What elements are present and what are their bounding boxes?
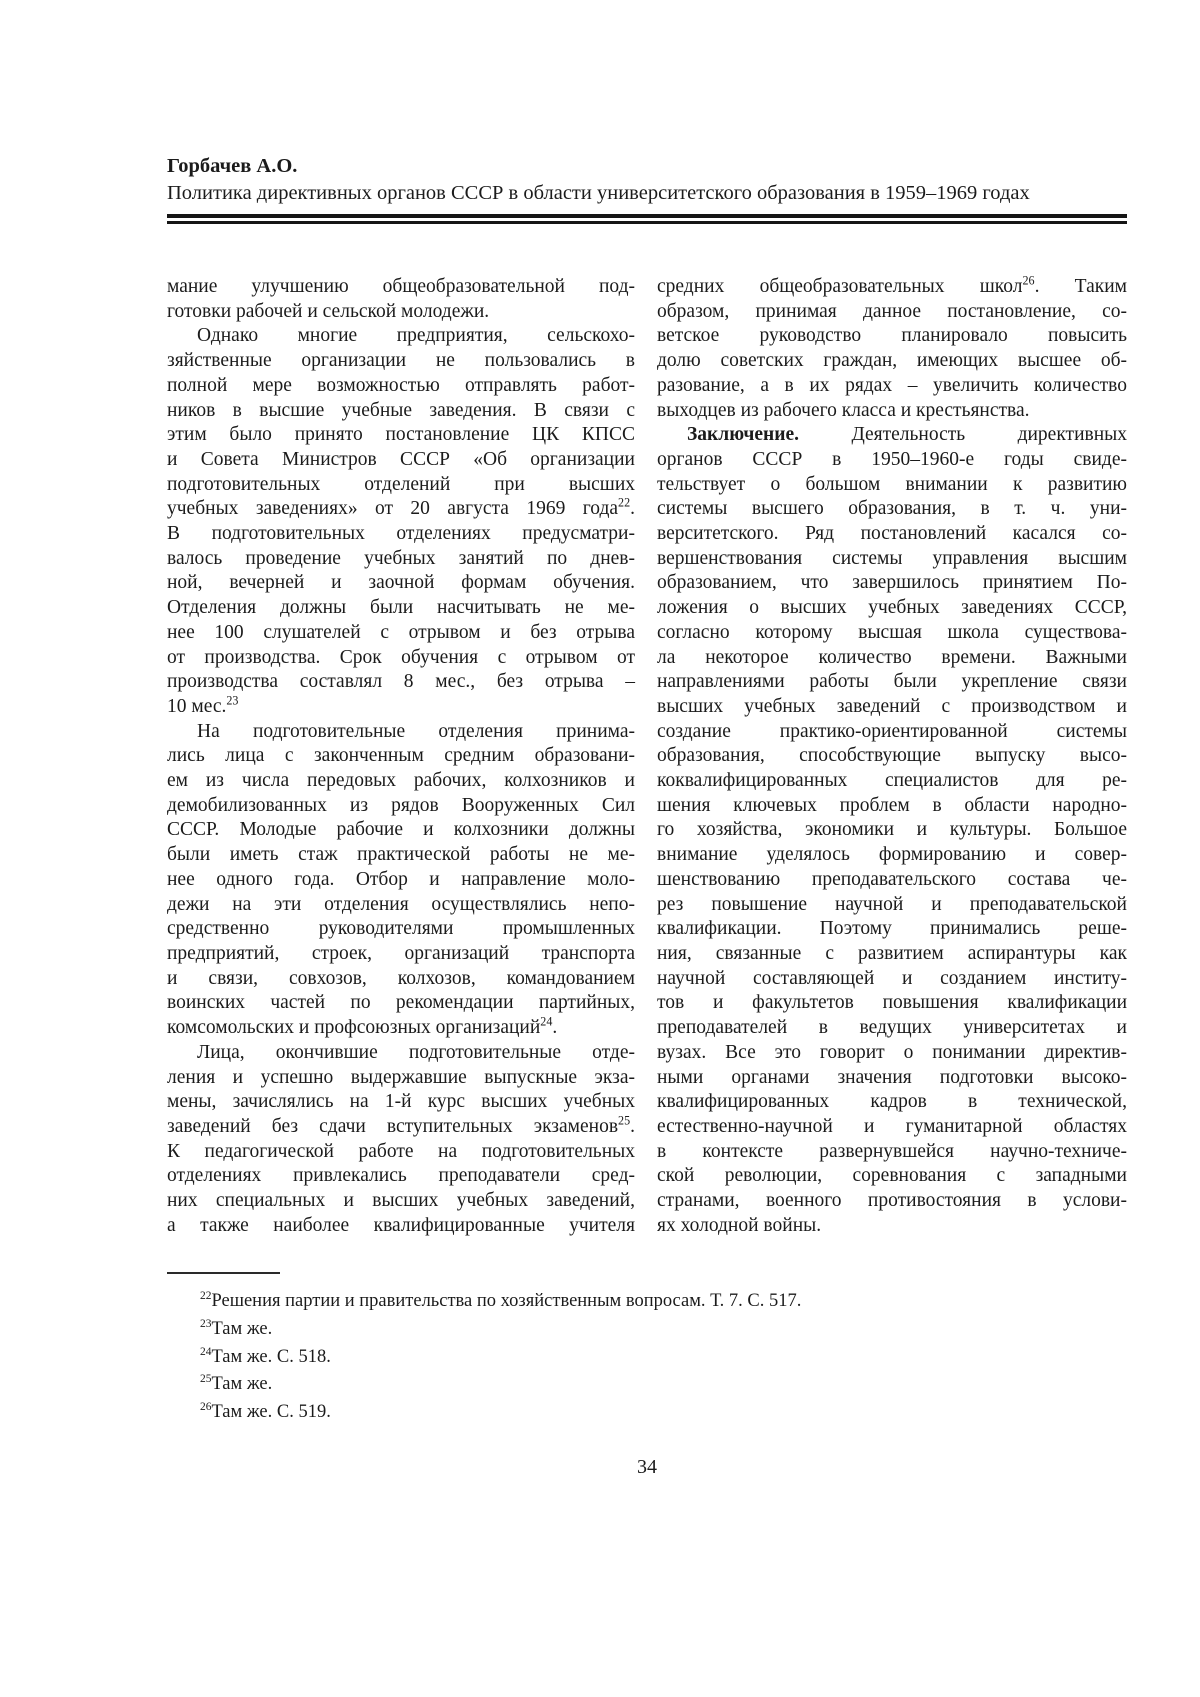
footnote: $^{26}$Там же. С. 519. <box>200 1401 331 1423</box>
text-line: образованием, что завершилось принятием По- <box>657 572 1127 594</box>
text-line: странами, военного противостояния в услови- <box>657 1190 1127 1212</box>
text-line: верситетского. Ряд постановлений касался со- <box>657 523 1127 545</box>
article-title: Политика директивных органов СССР в области университетского образования в 1959–1969 годах <box>167 182 1030 204</box>
text-line: комсомольских и профсоюзных организаций$^{24}$. <box>167 1014 558 1039</box>
text-line: шенствованию преподавательского состава че- <box>657 868 1127 890</box>
footnote: $^{25}$Там же. <box>200 1373 273 1395</box>
text-line: мание улучшению общеобразовательной под- <box>167 276 635 297</box>
text-line: отделениях привлекались преподаватели сред- <box>167 1165 635 1187</box>
text-line: ной, вечерней и заочной формам обучения. <box>167 572 635 594</box>
text-line: преподавателей в ведущих университетах и <box>657 1017 1127 1039</box>
text-line: ными органами значения подготовки высоко- <box>657 1066 1127 1088</box>
text-line: подготовительных отделений при высших <box>167 473 635 495</box>
page-number: 34 <box>637 1456 657 1478</box>
text-line: вузах. Все это говорит о понимании директив- <box>657 1041 1127 1063</box>
text-line: Однако многие предприятия, сельскохо- <box>197 325 635 347</box>
text-line: шения ключевых проблем в области народно- <box>657 794 1127 816</box>
footnote-marker: 26 <box>200 1401 212 1414</box>
text-line: предприятий, строек, организаций транспорта <box>167 942 635 964</box>
text-line: научной составляющей и созданием институ- <box>657 967 1127 989</box>
text-line: ления и успешно выдержавшие выпускные экза- <box>167 1066 635 1088</box>
text-line: лись лица с законченным средним образовани- <box>167 745 635 767</box>
text-line: мены, зачислялись на 1-й курс высших учебных <box>167 1091 635 1113</box>
footnote: $^{24}$Там же. С. 518. <box>200 1345 331 1367</box>
text-line: системы высшего образования, в т. ч. уни- <box>657 498 1127 520</box>
text-line: К педагогической работе на подготовительных <box>167 1140 635 1162</box>
footnote-marker: 24 <box>200 1345 212 1358</box>
text-line: ников в высшие учебные заведения. В связи с <box>167 399 635 421</box>
text-line: готовки рабочей и сельской молодежи. <box>167 300 490 322</box>
text-line: ложения о высших учебных заведениях СССР, <box>657 597 1127 619</box>
text-line: валось проведение учебных занятий по днев- <box>167 547 635 569</box>
text-line: них специальных и высших учебных заведений, <box>167 1190 635 1212</box>
text-line: ветское руководство планировало повысить <box>657 325 1127 347</box>
article-header <box>167 153 1127 224</box>
text-line: ях холодной войны. <box>657 1214 822 1236</box>
text-line: а также наиболее квалифицированные учителя <box>167 1214 635 1236</box>
text-line: органов СССР в 1950–1960-е годы свиде- <box>657 448 1127 470</box>
text-line: этим было принято постановление ЦК КПСС <box>167 424 635 446</box>
text-line: зяйственные организации не пользовались в <box>167 350 635 372</box>
text-line: разование, а в их рядах – увеличить количество <box>657 374 1127 396</box>
header-rule <box>167 214 1127 224</box>
article-author: Горбачев А.О. <box>167 155 298 177</box>
text-line: заведений без сдачи вступительных экзаменов$^{25}$. <box>167 1113 635 1137</box>
text-line: демобилизованных из рядов Вооруженных Сил <box>167 794 635 816</box>
footnote-marker: 25 <box>200 1373 212 1386</box>
text-line: коквалифицированных специалистов для ре- <box>657 770 1127 792</box>
text-line: производства составлял 8 мес., без отрыва – <box>167 671 635 693</box>
text-line: квалифицированных кадров в технической, <box>657 1091 1127 1113</box>
text-line: вершенствования системы управления высшим <box>657 547 1127 569</box>
text-line: средних общеобразовательных школ$^{26}$. Таким <box>657 273 1127 297</box>
text-line: полной мере возможностью отправлять работ- <box>167 374 635 396</box>
text-line: 10 мес.$^{23}$ <box>167 693 239 717</box>
text-line: нее одного года. Отбор и направление моло- <box>167 868 635 890</box>
text-line: ской революции, соревнования с западными <box>657 1165 1127 1187</box>
text-line: в контексте развернувшейся научно-техниче- <box>657 1140 1127 1162</box>
text-line: Отделения должны были насчитывать не ме- <box>167 597 635 619</box>
text-line: и Совета Министров СССР «Об организации <box>167 448 635 470</box>
text-line: СССР. Молодые рабочие и колхозники должны <box>167 819 635 841</box>
text-line: направлениями работы были укрепление связи <box>657 671 1127 693</box>
text-line: средственно руководителями промышленных <box>167 918 635 940</box>
text-line: рез повышение научной и преподавательской <box>657 893 1127 915</box>
footnotes <box>167 1288 1127 1427</box>
text-line: создание практико-ориентированной системы <box>657 720 1127 742</box>
footnote-marker: 23 <box>200 1317 212 1330</box>
text-line: В подготовительных отделениях предусматри- <box>167 523 635 545</box>
column-right <box>657 275 1127 1238</box>
text-line: высших учебных заведений с производством и <box>657 695 1127 717</box>
text-line: были иметь стаж практической работы не ме- <box>167 844 635 866</box>
footnote: $^{22}$Решения партии и правительства по хозяйственным вопросам. Т. 7. С. 517. <box>200 1289 802 1311</box>
text-line: выходцев из рабочего класса и крестьянства. <box>657 399 1030 421</box>
text-line: Лица, окончившие подготовительные отде- <box>197 1041 635 1063</box>
text-line: тов и факультетов повышения квалификации <box>657 992 1127 1014</box>
text-line: долю советских граждан, имеющих высшее об- <box>657 350 1127 372</box>
footnote: $^{23}$Там же. <box>200 1317 273 1339</box>
text-line: На подготовительные отделения принима- <box>197 720 635 742</box>
text-line: от производства. Срок обучения с отрывом от <box>167 646 635 668</box>
text-line: учебных заведениях» от 20 августа 1969 года$^{22}$. <box>167 495 635 520</box>
text-line: естественно-научной и гуманитарной областях <box>657 1115 1127 1137</box>
text-line: образования, способствующие выпуску высо- <box>657 745 1127 767</box>
text-line: дежи на эти отделения осуществлялись непо- <box>167 893 635 915</box>
text-line: внимание уделялось формированию и совер- <box>657 844 1127 866</box>
text-line: согласно которому высшая школа существова- <box>657 621 1127 643</box>
text-line: ем из числа передовых рабочих, колхозников и <box>167 770 635 792</box>
column-left <box>167 275 635 1238</box>
text-line: воинских частей по рекомендации партийных, <box>167 992 635 1014</box>
footnote-separator <box>167 1272 280 1274</box>
text-line: ния, связанные с развитием аспирантуры как <box>657 942 1127 964</box>
text-line: квалификации. Поэтому принимались реше- <box>657 918 1127 940</box>
text-line: тельствует о большом внимании к развитию <box>657 473 1127 495</box>
text-line: Заключение. Деятельность директивных <box>687 424 1127 446</box>
text-line: нее 100 слушателей с отрывом и без отрыва <box>167 621 635 643</box>
footnote-marker: 22 <box>200 1289 212 1302</box>
text-line: образом, принимая данное постановление, со- <box>657 300 1127 322</box>
text-line: ла некоторое количество времени. Важными <box>657 646 1127 668</box>
text-line: и связи, совхозов, колхозов, командованием <box>167 967 635 989</box>
text-line: го хозяйства, экономики и культуры. Большое <box>657 819 1127 841</box>
